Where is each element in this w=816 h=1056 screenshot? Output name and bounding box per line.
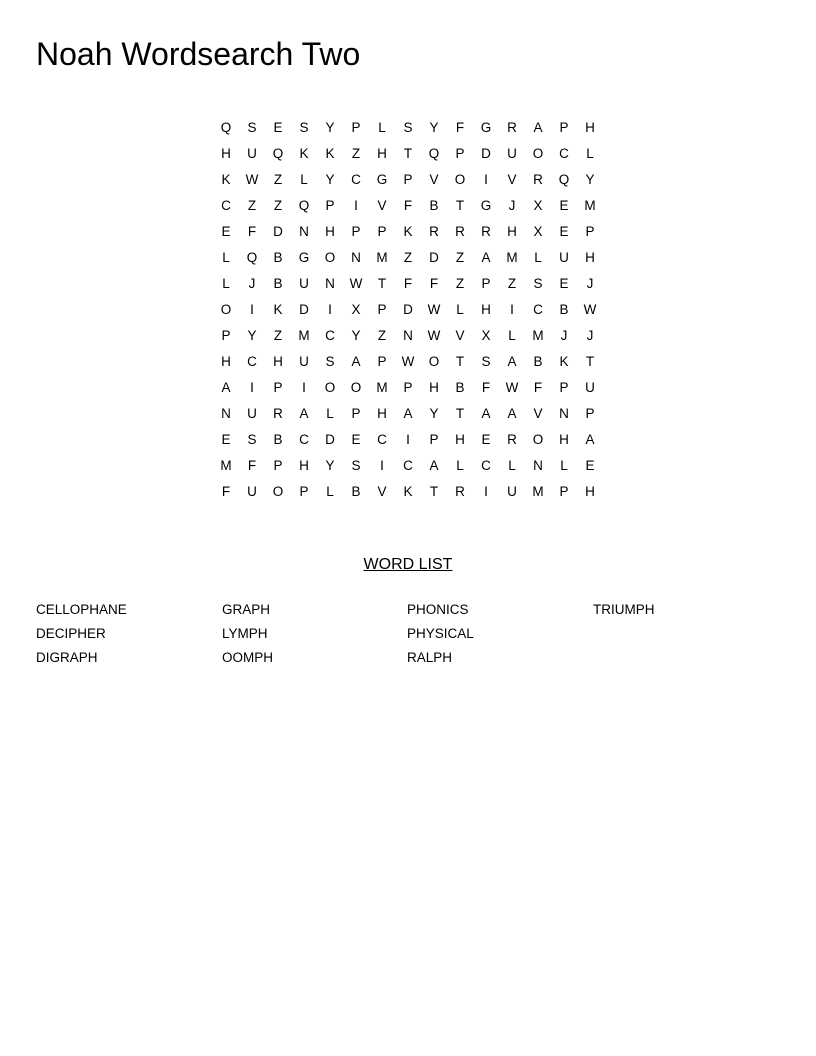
grid-letter: C xyxy=(377,432,387,447)
grid-letter: L xyxy=(508,328,516,343)
grid-letter: L xyxy=(586,146,594,161)
grid-letter: F xyxy=(403,198,413,213)
grid-letter: B xyxy=(351,484,361,499)
grid-letter: P xyxy=(273,458,283,473)
grid-letter: X xyxy=(481,328,491,343)
grid-letter: B xyxy=(273,432,283,447)
grid-letter: P xyxy=(585,224,595,239)
grid-letter: M xyxy=(376,250,388,265)
grid-letter: E xyxy=(585,458,595,473)
grid-letter: N xyxy=(221,406,231,421)
word-list-item: GRAPH xyxy=(222,602,271,617)
grid-letter: C xyxy=(403,458,413,473)
grid-row xyxy=(213,193,603,219)
grid-row xyxy=(213,427,603,453)
grid-letter: W xyxy=(245,172,259,187)
grid-letter: C xyxy=(299,432,309,447)
grid-row xyxy=(213,297,603,323)
grid-letter: U xyxy=(247,406,257,421)
grid-letter: M xyxy=(376,380,388,395)
grid-letter: U xyxy=(507,484,517,499)
grid-letter: F xyxy=(221,484,231,499)
grid-letter: N xyxy=(533,458,543,473)
grid-letter: H xyxy=(585,484,595,499)
grid-row xyxy=(213,219,603,245)
grid-letter: P xyxy=(377,354,387,369)
grid-letter: D xyxy=(481,146,491,161)
grid-letter: O xyxy=(532,432,544,447)
grid-letter: L xyxy=(326,484,334,499)
grid-letter: P xyxy=(273,380,283,395)
grid-letter: T xyxy=(429,484,439,499)
grid-letter: W xyxy=(427,328,441,343)
grid-letter: Y xyxy=(429,406,439,421)
grid-letter: Y xyxy=(351,328,361,343)
grid-letter: G xyxy=(376,172,388,187)
grid-letter: Z xyxy=(273,328,283,343)
grid-letter: K xyxy=(299,146,309,161)
grid-letter: G xyxy=(480,120,492,135)
grid-letter: O xyxy=(220,302,232,317)
grid-letter: H xyxy=(481,302,491,317)
grid-letter: W xyxy=(583,302,597,317)
grid-letter: F xyxy=(533,380,543,395)
grid-row xyxy=(213,271,603,297)
word-list-item: PHYSICAL xyxy=(407,626,474,641)
grid-letter: H xyxy=(585,250,595,265)
grid-letter: P xyxy=(377,302,387,317)
grid-row xyxy=(213,401,603,427)
grid-letter: H xyxy=(559,432,569,447)
word-list-item: PHONICS xyxy=(407,602,469,617)
grid-row xyxy=(213,245,603,271)
word-list-item: TRIUMPH xyxy=(593,602,655,617)
grid-letter: J xyxy=(586,276,594,291)
grid-letter: S xyxy=(325,354,335,369)
grid-letter: H xyxy=(585,120,595,135)
grid-letter: D xyxy=(299,302,309,317)
grid-letter: V xyxy=(455,328,465,343)
grid-letter: I xyxy=(302,380,306,395)
grid-letter: U xyxy=(507,146,517,161)
grid-letter: Q xyxy=(272,146,284,161)
grid-letter: B xyxy=(429,198,439,213)
grid-letter: L xyxy=(456,302,464,317)
grid-letter: I xyxy=(328,302,332,317)
word-list-column xyxy=(407,600,587,672)
grid-row xyxy=(213,167,603,193)
grid-letter: P xyxy=(585,406,595,421)
grid-letter: A xyxy=(507,354,517,369)
grid-letter: T xyxy=(585,354,595,369)
grid-letter: W xyxy=(349,276,363,291)
grid-letter: L xyxy=(222,276,230,291)
grid-letter: L xyxy=(222,250,230,265)
grid-letter: R xyxy=(533,172,543,187)
grid-letter: K xyxy=(273,302,283,317)
grid-letter: O xyxy=(272,484,284,499)
grid-letter: V xyxy=(377,484,387,499)
grid-letter: B xyxy=(559,302,569,317)
grid-letter: U xyxy=(247,146,257,161)
grid-letter: P xyxy=(559,380,569,395)
grid-letter: S xyxy=(481,354,491,369)
grid-letter: K xyxy=(403,484,413,499)
grid-letter: H xyxy=(455,432,465,447)
grid-letter: Y xyxy=(429,120,439,135)
grid-letter: V xyxy=(429,172,439,187)
grid-letter: I xyxy=(406,432,410,447)
grid-letter: P xyxy=(559,120,569,135)
grid-letter: T xyxy=(455,354,465,369)
grid-letter: S xyxy=(533,276,543,291)
grid-letter: V xyxy=(377,198,387,213)
grid-letter: Q xyxy=(246,250,258,265)
grid-letter: T xyxy=(403,146,413,161)
grid-letter: J xyxy=(586,328,594,343)
grid-letter: S xyxy=(299,120,309,135)
grid-letter: Z xyxy=(377,328,387,343)
grid-letter: Z xyxy=(455,276,465,291)
grid-letter: P xyxy=(351,406,361,421)
grid-letter: M xyxy=(584,198,596,213)
grid-letter: O xyxy=(324,250,336,265)
word-list-item: LYMPH xyxy=(222,626,268,641)
grid-letter: P xyxy=(559,484,569,499)
grid-letter: P xyxy=(455,146,465,161)
grid-letter: R xyxy=(455,224,465,239)
word-list-column xyxy=(222,600,402,672)
grid-letter: N xyxy=(299,224,309,239)
grid-letter: Q xyxy=(558,172,570,187)
letter-grid xyxy=(213,115,603,505)
grid-letter: S xyxy=(247,432,257,447)
grid-letter: E xyxy=(559,198,569,213)
word-list-item: CELLOPHANE xyxy=(36,602,127,617)
grid-letter: H xyxy=(377,406,387,421)
grid-letter: A xyxy=(429,458,439,473)
grid-letter: B xyxy=(533,354,543,369)
grid-letter: Y xyxy=(325,120,335,135)
grid-letter: R xyxy=(507,432,517,447)
grid-letter: K xyxy=(221,172,231,187)
grid-letter: G xyxy=(298,250,310,265)
word-list-item: DECIPHER xyxy=(36,626,106,641)
grid-letter: C xyxy=(533,302,543,317)
grid-letter: Z xyxy=(351,146,361,161)
grid-letter: Z xyxy=(273,198,283,213)
grid-letter: Z xyxy=(273,172,283,187)
grid-letter: U xyxy=(559,250,569,265)
grid-letter: O xyxy=(532,146,544,161)
grid-letter: V xyxy=(507,172,517,187)
word-list-heading: WORD LIST xyxy=(363,556,453,573)
grid-letter: I xyxy=(510,302,514,317)
grid-letter: L xyxy=(508,458,516,473)
grid-letter: E xyxy=(559,224,569,239)
grid-letter: N xyxy=(559,406,569,421)
grid-letter: B xyxy=(273,250,283,265)
grid-letter: J xyxy=(508,198,516,213)
grid-letter: P xyxy=(221,328,231,343)
grid-letter: M xyxy=(506,250,518,265)
grid-letter: W xyxy=(427,302,441,317)
grid-letter: F xyxy=(481,380,491,395)
grid-letter: U xyxy=(247,484,257,499)
grid-letter: E xyxy=(559,276,569,291)
grid-letter: B xyxy=(273,276,283,291)
grid-letter: D xyxy=(429,250,439,265)
grid-letter: P xyxy=(429,432,439,447)
grid-letter: O xyxy=(428,354,440,369)
grid-letter: D xyxy=(325,432,335,447)
grid-letter: I xyxy=(354,198,358,213)
grid-letter: P xyxy=(481,276,491,291)
grid-letter: Q xyxy=(298,198,310,213)
grid-letter: L xyxy=(378,120,386,135)
grid-letter: R xyxy=(507,120,517,135)
grid-letter: F xyxy=(455,120,465,135)
grid-letter: Q xyxy=(220,120,232,135)
grid-letter: I xyxy=(250,380,254,395)
grid-letter: I xyxy=(484,484,488,499)
grid-letter: F xyxy=(403,276,413,291)
word-list-column xyxy=(593,600,773,624)
grid-letter: M xyxy=(298,328,310,343)
grid-letter: J xyxy=(248,276,256,291)
word-list-item: OOMPH xyxy=(222,650,274,665)
grid-letter: A xyxy=(585,432,595,447)
grid-letter: C xyxy=(247,354,257,369)
grid-row xyxy=(213,349,603,375)
grid-letter: R xyxy=(273,406,283,421)
grid-letter: O xyxy=(324,380,336,395)
grid-letter: G xyxy=(480,198,492,213)
grid-letter: H xyxy=(429,380,439,395)
word-list-item: DIGRAPH xyxy=(36,650,98,665)
grid-letter: I xyxy=(484,172,488,187)
grid-letter: Z xyxy=(403,250,413,265)
grid-letter: T xyxy=(377,276,387,291)
grid-letter: H xyxy=(299,458,309,473)
grid-letter: F xyxy=(429,276,439,291)
grid-letter: P xyxy=(299,484,309,499)
grid-letter: R xyxy=(429,224,439,239)
grid-letter: K xyxy=(559,354,569,369)
grid-letter: J xyxy=(560,328,568,343)
grid-letter: P xyxy=(377,224,387,239)
grid-letter: P xyxy=(351,120,361,135)
grid-letter: H xyxy=(507,224,517,239)
grid-letter: L xyxy=(534,250,542,265)
grid-letter: V xyxy=(533,406,543,421)
grid-letter: L xyxy=(456,458,464,473)
grid-letter: X xyxy=(533,198,543,213)
grid-letter: R xyxy=(481,224,491,239)
grid-letter: H xyxy=(221,146,231,161)
grid-letter: O xyxy=(350,380,362,395)
grid-letter: A xyxy=(351,354,361,369)
grid-letter: A xyxy=(481,250,491,265)
grid-letter: W xyxy=(505,380,519,395)
grid-letter: F xyxy=(247,224,257,239)
grid-letter: A xyxy=(299,406,309,421)
grid-letter: S xyxy=(247,120,257,135)
grid-letter: P xyxy=(403,172,413,187)
grid-letter: I xyxy=(380,458,384,473)
grid-letter: U xyxy=(299,276,309,291)
grid-letter: L xyxy=(560,458,568,473)
grid-letter: E xyxy=(481,432,491,447)
grid-letter: A xyxy=(533,120,543,135)
page-title: Noah Wordsearch Two xyxy=(36,36,361,72)
grid-letter: T xyxy=(455,406,465,421)
grid-letter: Z xyxy=(507,276,517,291)
grid-letter: U xyxy=(585,380,595,395)
grid-letter: C xyxy=(351,172,361,187)
grid-letter: Y xyxy=(325,458,335,473)
grid-letter: C xyxy=(325,328,335,343)
grid-letter: F xyxy=(247,458,257,473)
grid-letter: T xyxy=(455,198,465,213)
grid-letter: D xyxy=(273,224,283,239)
grid-letter: N xyxy=(403,328,413,343)
grid-row xyxy=(213,375,603,401)
grid-letter: K xyxy=(403,224,413,239)
grid-letter: A xyxy=(481,406,491,421)
word-list-column xyxy=(36,600,216,672)
grid-letter: L xyxy=(326,406,334,421)
grid-letter: P xyxy=(403,380,413,395)
grid-letter: A xyxy=(403,406,413,421)
grid-letter: L xyxy=(300,172,308,187)
grid-letter: I xyxy=(250,302,254,317)
grid-letter: O xyxy=(454,172,466,187)
grid-letter: Y xyxy=(585,172,595,187)
grid-letter: A xyxy=(507,406,517,421)
grid-row xyxy=(213,479,603,505)
grid-letter: P xyxy=(351,224,361,239)
grid-letter: N xyxy=(351,250,361,265)
grid-letter: D xyxy=(403,302,413,317)
grid-row xyxy=(213,115,603,141)
grid-letter: P xyxy=(325,198,335,213)
grid-letter: X xyxy=(533,224,543,239)
grid-letter: C xyxy=(221,198,231,213)
grid-row xyxy=(213,453,603,479)
grid-letter: B xyxy=(455,380,465,395)
grid-letter: H xyxy=(273,354,283,369)
grid-letter: C xyxy=(481,458,491,473)
grid-letter: Q xyxy=(428,146,440,161)
grid-letter: E xyxy=(351,432,361,447)
grid-letter: X xyxy=(351,302,361,317)
grid-letter: Y xyxy=(325,172,335,187)
grid-letter: E xyxy=(221,224,231,239)
grid-letter: M xyxy=(532,328,544,343)
grid-letter: N xyxy=(325,276,335,291)
word-list-item: RALPH xyxy=(407,650,453,665)
grid-letter: Z xyxy=(455,250,465,265)
grid-letter: Y xyxy=(247,328,257,343)
grid-letter: C xyxy=(559,146,569,161)
grid-row xyxy=(213,141,603,167)
grid-row xyxy=(213,323,603,349)
grid-letter: R xyxy=(455,484,465,499)
grid-letter: H xyxy=(325,224,335,239)
grid-letter: A xyxy=(221,380,231,395)
grid-letter: H xyxy=(377,146,387,161)
grid-letter: M xyxy=(532,484,544,499)
grid-letter: E xyxy=(273,120,283,135)
grid-letter: U xyxy=(299,354,309,369)
grid-letter: S xyxy=(351,458,361,473)
grid-letter: K xyxy=(325,146,335,161)
grid-letter: W xyxy=(401,354,415,369)
grid-letter: H xyxy=(221,354,231,369)
grid-letter: M xyxy=(220,458,232,473)
grid-letter: S xyxy=(403,120,413,135)
grid-letter: E xyxy=(221,432,231,447)
grid-letter: Z xyxy=(247,198,257,213)
